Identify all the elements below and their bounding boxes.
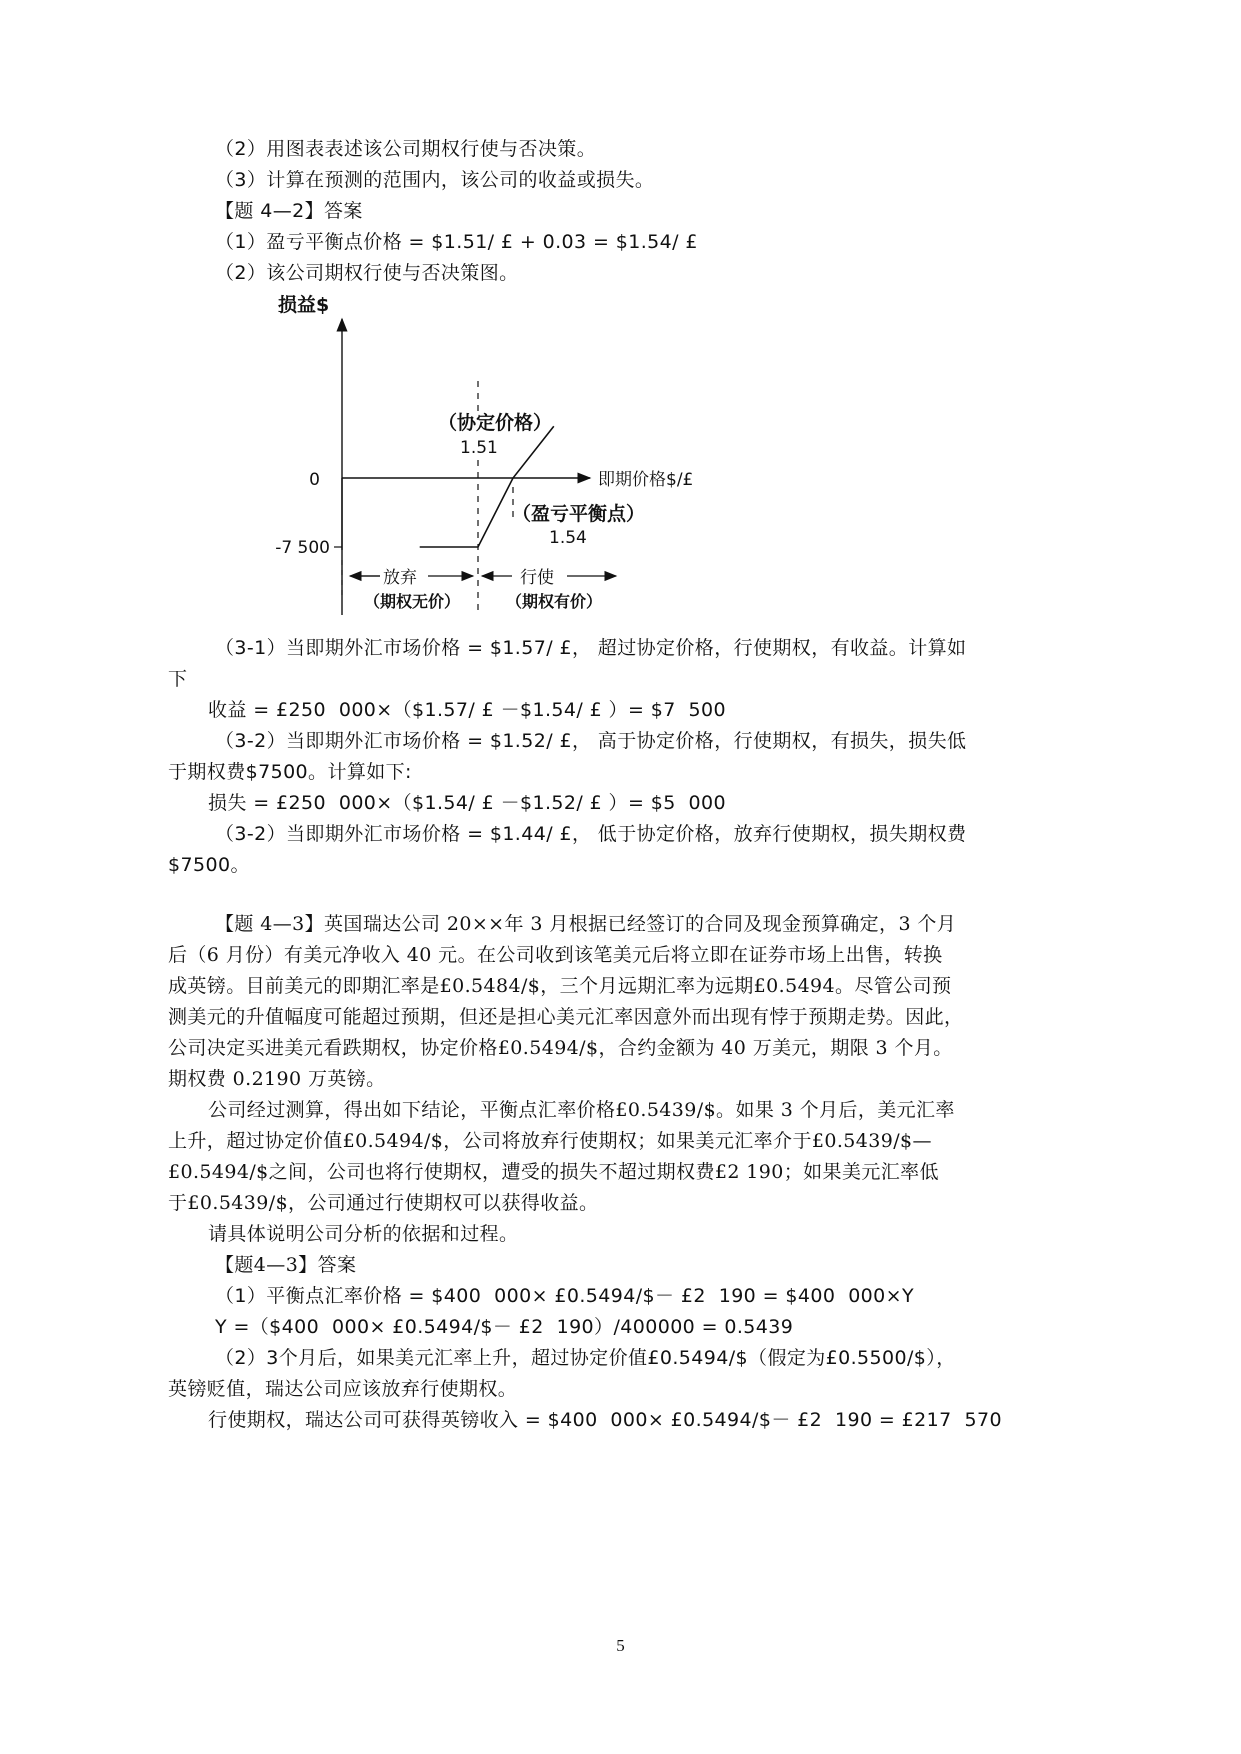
- calc-3-2a-line2: 于期权费$7500。计算如下:: [168, 761, 412, 783]
- strike-label: （协定价格）: [438, 412, 553, 434]
- breakeven-value: 1.54: [549, 528, 587, 548]
- exercise-note: （期权有价）: [506, 592, 603, 611]
- y-tick-zero: 0: [309, 470, 320, 490]
- calc-3-1-line2: 下: [168, 668, 188, 690]
- y-axis-label: 损益$: [278, 294, 330, 316]
- calc-3-1-line1: （3-1）当即期外汇市场价格 = $1.57/ £， 超过协定价格，行使期权，有收益。计算如: [215, 637, 967, 659]
- abandon-note: （期权无价）: [364, 592, 461, 611]
- question-4-3-line5: 公司决定买进美元看跌期权，协定价格£0.5494/$，合约金额为 40 万美元，期限 3 个月。: [168, 1037, 953, 1059]
- conclusion-line3: £0.5494/$之间，公司也将行使期权，遭受的损失不超过期权费£2 190；如果美元汇率低: [168, 1161, 939, 1183]
- question-4-3-line3: 成英镑。目前美元的即期汇率是£0.5484/$，三个月远期汇率为远期£0.5494。尽管公司预: [168, 975, 952, 997]
- question-4-3-line6: 期权费 0.2190 万英镑。: [168, 1068, 386, 1090]
- calc-3-2a-loss: 损失 = £250 000×（$1.54/ £ －$1.52/ £ ）= $5 000: [208, 792, 727, 814]
- calc-3-2a-line1: （3-2）当即期外汇市场价格 = $1.52/ £， 高于协定价格，行使期权，有损失，损失低: [215, 730, 967, 752]
- exercise-label: 行使: [520, 568, 554, 588]
- calc-3-2b-line2: $7500。: [168, 854, 250, 876]
- abandon-label: 放弃: [383, 568, 417, 588]
- page-number: 5: [616, 1636, 625, 1655]
- answer-4-3-part2-line1: （2）3个月后，如果美元汇率上升，超过协定价值£0.5494/$（假定为£0.5500/$），: [215, 1347, 956, 1369]
- question-4-3-line1: 【题 4—3】英国瑞达公司 20××年 3 月根据已经签订的合同及现金预算确定，3 个月: [215, 913, 957, 935]
- conclusion-line2: 上升，超过协定价值£0.5494/$，公司将放弃行使期权；如果美元汇率介于£0.5439/$—: [168, 1130, 932, 1152]
- strike-value: 1.51: [460, 438, 498, 458]
- y-tick-neg7500: -7 500: [275, 538, 330, 558]
- question-part-3: （3）计算在预测的范围内，该公司的收益或损失。: [215, 169, 655, 191]
- answer-heading-4-3: 【题4—3】答案: [215, 1254, 357, 1276]
- question-part-2: （2）用图表表述该公司期权行使与否决策。: [215, 138, 597, 160]
- calc-3-2b-line1: （3-2）当即期外汇市场价格 = $1.44/ £， 低于协定价格，放弃行使期权，损失期权费: [215, 823, 967, 845]
- answer-4-3-breakeven-eq: （1）平衡点汇率价格 = $400 000× £0.5494/$－ £2 190 = $400 000×Y: [215, 1285, 914, 1307]
- breakeven-label: （盈亏平衡点）: [512, 503, 646, 525]
- question-4-3-line2: 后（6 月份）有美元净收入 40 元。在公司收到该笔美元后将立即在证券市场上出售，转换: [168, 944, 943, 966]
- x-axis-label: 即期价格$/£: [598, 470, 694, 490]
- answer-4-3-income: 行使期权，瑞达公司可获得英镑收入 = $400 000× £0.5494/$－ £2 190 = £217 570: [208, 1409, 1002, 1431]
- answer-breakeven-price: （1）盈亏平衡点价格 = $1.51/ £ + 0.03 = $1.54/ £: [215, 231, 698, 253]
- conclusion-line1: 公司经过测算，得出如下结论，平衡点汇率价格£0.5439/$。如果 3 个月后，美元汇率: [208, 1099, 955, 1121]
- answer-heading-4-2: 【题 4—2】答案: [215, 200, 363, 222]
- calc-3-1-profit: 收益 = £250 000×（$1.57/ £ －$1.54/ £ ）= $7 500: [208, 699, 727, 721]
- answer-4-3-y-value: Y =（$400 000× £0.5494/$－ £2 190）/400000 = 0.5439: [215, 1316, 794, 1338]
- conclusion-line4: 于£0.5439/$，公司通过行使期权可以获得收益。: [168, 1192, 599, 1214]
- instruction-line: 请具体说明公司分析的依据和过程。: [208, 1223, 519, 1245]
- question-4-3-line4: 测美元的升值幅度可能超过预期，但还是担心美元汇率因意外而出现有悖于预期走势。因此，: [168, 1006, 964, 1028]
- answer-decision-chart-caption: （2）该公司期权行使与否决策图。: [215, 262, 519, 284]
- answer-4-3-part2-line2: 英镑贬值，瑞达公司应该放弃行使期权。: [168, 1378, 518, 1400]
